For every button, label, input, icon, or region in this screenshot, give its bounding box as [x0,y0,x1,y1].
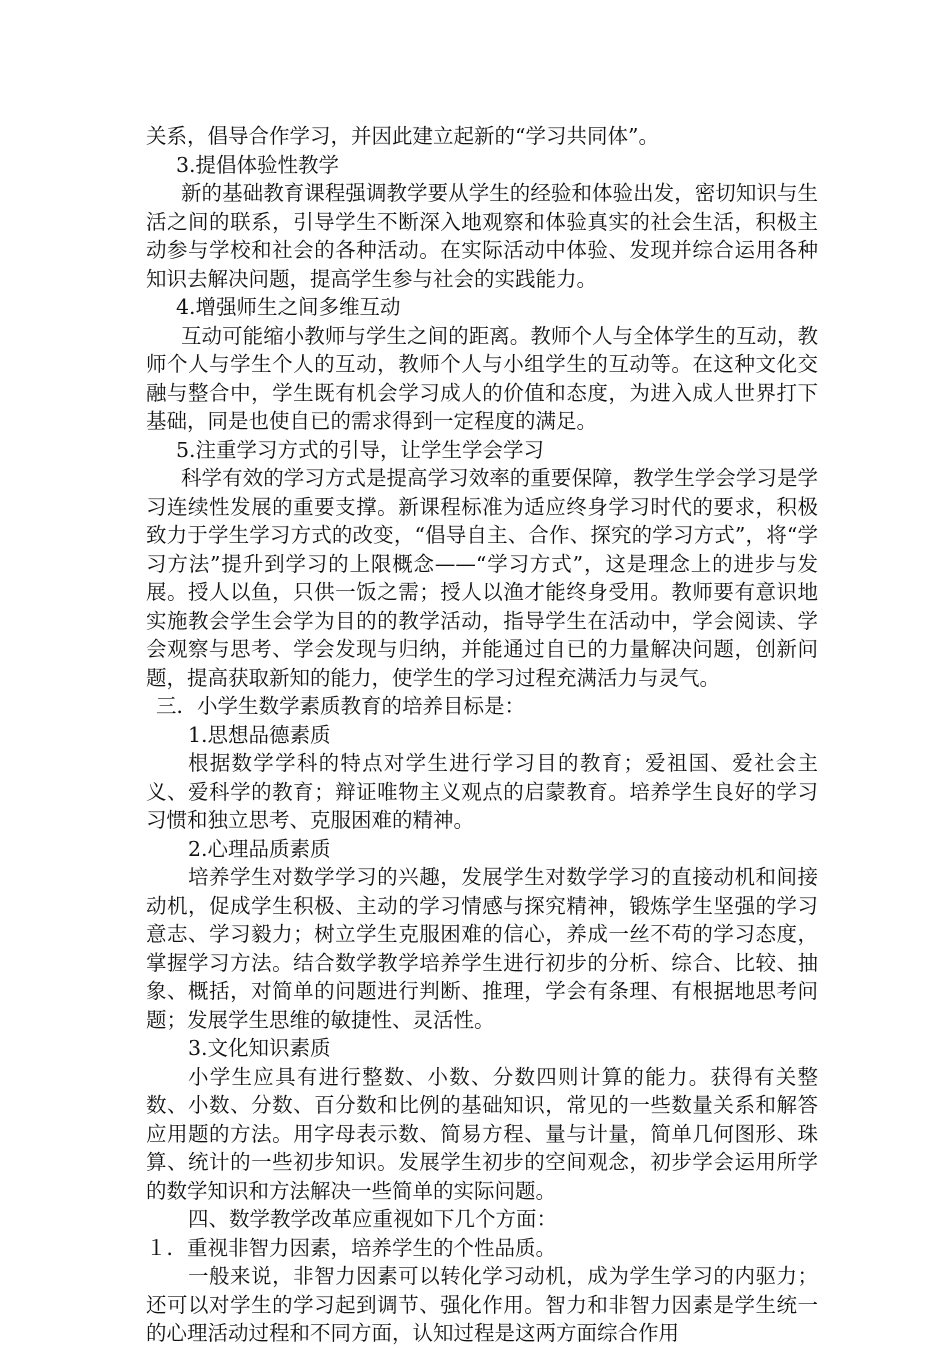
heading-learning-methods: 5.注重学习方式的引导，让学生学会学习 [176,437,545,462]
heading-cultural-knowledge: 3.文化知识素质 [188,1036,331,1060]
heading-moral-quality: 1.思想品德素质 [188,722,331,747]
section-heading-reform: 四、数学教学改革应重视如下几个方面： [188,1207,557,1231]
paragraph-continuation: 关系，倡导合作学习，并因此建立起新的“学习共同体”。 [146,124,659,148]
paragraph-experiential-teaching: 新的基础教育课程强调教学要从学生的经验和体验出发，密切知识与生活之间的联系，引导学生不断深入地观察和体验真实的社会生活，积极主动参与学校和社会的各种活动。在实际活动中体验、发现并综合运用各种知识去解决问题，提高学生参与社会的实践能力。 [146,181,818,291]
paragraph-non-intellectual-factors: 一般来说，非智力因素可以转化学习动机，成为学生学习的内驱力；还可以对学生的学习起到调节、强化作用。智力和非智力因素是学生统一的心理活动过程和不同方面，认知过程是这两方面综合作用 [146,1264,818,1345]
paragraph-cultural-knowledge: 小学生应具有进行整数、小数、分数四则计算的能力。获得有关整数、小数、分数、百分数和比例的基础知识，常见的一些数量关系和解答应用题的方法。用字母表示数、简易方程、量与计量，简单几何图形、珠算、统计的一些初步知识。发展学生初步的空间观念，初步学会运用所学的数学知识和方法解决一些简单的实际问题。 [146,1064,818,1203]
paragraph-learning-methods: 科学有效的学习方式是提高学习效率的重要保障，教学生学会学习是学习连续性发展的重要支撑。新课程标准为适应终身学习时代的要求，积极致力于学生学习方式的改变，“倡导自主、合作、探究的学习方式”，将“学习方法”提升到学习的上限概念——“学习方式”，这是理念上的进步与发展。授人以鱼，只供一饭之需；授人以渔才能终身受用。教师要有意识地实施教会学生会学为目的的教学活动，指导学生在活动中，学会阅读、学会观察与思考、学会发现与归纳，并能通过自已的力量解决问题，创新问题，提高获取新知的能力，使学生的学习过程充满活力与灵气。 [146,466,818,690]
heading-psychological-quality: 2.心理品质素质 [188,836,331,861]
section-heading-training-goals: 三．小学生数学素质教育的培养目标是： [156,694,525,718]
list-item-non-intellectual-factors: １．重视非智力因素，培养学生的个性品质。 [146,1235,556,1260]
document-body [146,122,818,1348]
heading-teacher-student-interaction: 4.增强师生之间多维互动 [176,295,401,319]
paragraph-teacher-student-interaction: 互动可能缩小教师与学生之间的距离。教师个人与全体学生的互动，教师个人与学生个人的互动，教师个人与小组学生的互动等。在这种文化交融与整合中，学生既有机会学习成人的价值和态度，为进入成人世界打下基础，同是也使自已的需求得到一定程度的满足。 [146,323,818,433]
heading-experiential-teaching: 3.提倡体验性教学 [176,152,340,177]
paragraph-psychological-quality: 培养学生对数学学习的兴趣，发展学生对数学学习的直接动机和间接动机，促成学生积极、主动的学习情感与探究精神，锻炼学生坚强的学习意志、学习毅力；树立学生克服困难的信心，养成一丝不苟的学习态度，掌握学习方法。结合数学教学培养学生进行初步的分析、综合、比较、抽象、概括，对简单的问题进行判断、推理，学会有条理、有根据地思考问题；发展学生思维的敏捷性、灵活性。 [146,865,818,1032]
paragraph-moral-quality: 根据数学学科的特点对学生进行学习目的教育；爱祖国、爱社会主义、爱科学的教育；辩证唯物主义观点的启蒙教育。培养学生良好的学习习惯和独立思考、克服困难的精神。 [146,751,818,832]
